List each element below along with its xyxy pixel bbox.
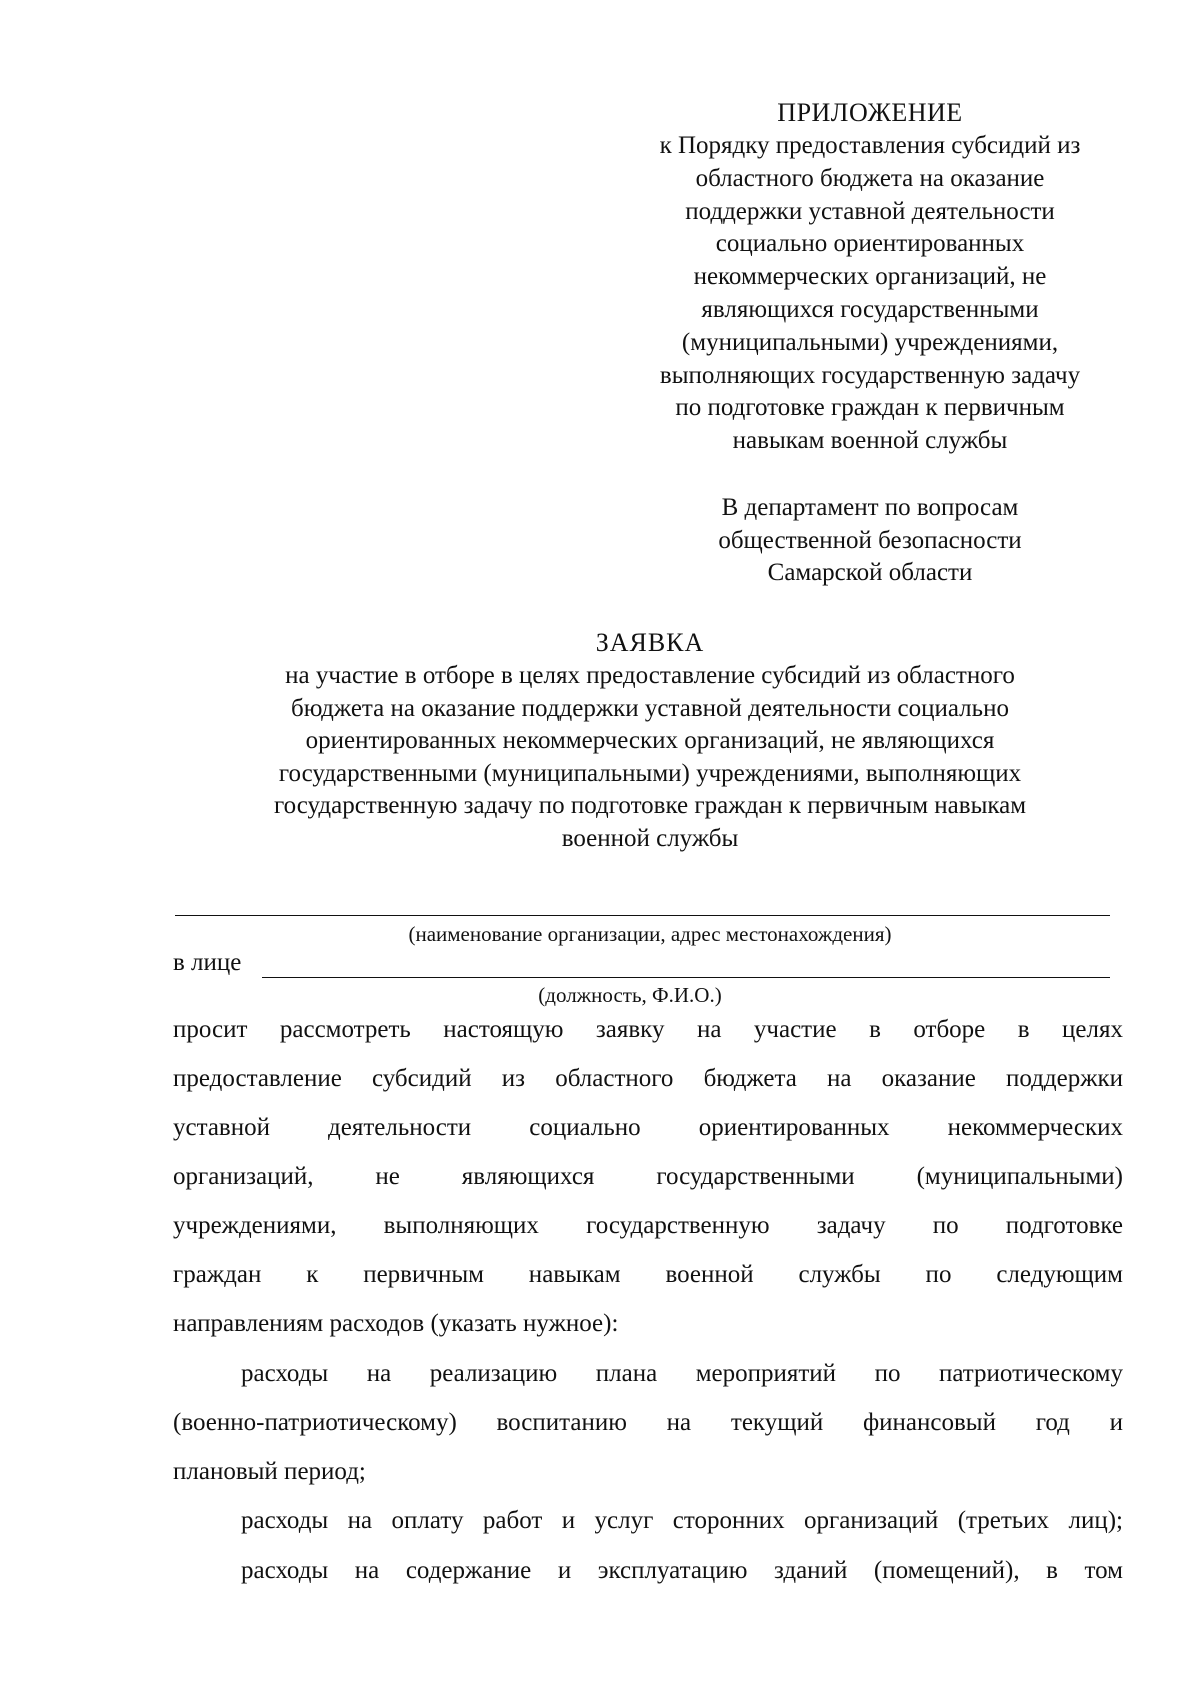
addressee-block xyxy=(640,492,1100,590)
application-line: ориентированных некоммерческих организаций, не являющихся xyxy=(305,727,995,754)
application-line: на участие в отборе в целях предоставление субсидий из областного xyxy=(285,662,1015,689)
appendix-line: являющихся государственными xyxy=(701,295,1039,323)
appendix-title: ПРИЛОЖЕНИЕ xyxy=(777,98,963,127)
appendix-line: (муниципальными) учреждениями, xyxy=(681,328,1059,356)
addressee-line: общественной безопасности xyxy=(718,526,1022,554)
appendix-line: выполняющих государственную задачу xyxy=(659,361,1081,389)
expense-item-1 xyxy=(173,1349,1123,1496)
organization-name-line[interactable] xyxy=(175,915,1110,916)
body-line: учреждениями, выполняющих государственную задачу по подготовке xyxy=(173,1212,1123,1239)
appendix-line: социально ориентированных xyxy=(715,230,1025,258)
body-line: уставной деятельности социально ориентированных некоммерческих xyxy=(173,1114,1123,1141)
application-line: государственную задачу по подготовке граждан к первичным навыкам xyxy=(273,792,1027,819)
position-caption: (должность, Ф.И.О.) xyxy=(538,983,722,1007)
appendix-line: поддержки уставной деятельности xyxy=(685,197,1055,225)
appendix-line: к Порядку предоставления субсидий из xyxy=(659,132,1081,159)
appendix-line: по подготовке граждан к первичным xyxy=(675,394,1065,422)
body-line: направлениям расходов (указать нужное): xyxy=(173,1310,619,1337)
expense-item-3 xyxy=(173,1546,1123,1595)
organization-caption: (наименование организации, адрес местонахождения) xyxy=(408,922,892,946)
position-name-line[interactable] xyxy=(262,977,1110,978)
appendix-block xyxy=(620,96,1120,458)
application-heading xyxy=(170,626,1130,855)
body-line: расходы на реализацию плана мероприятий по патриотическому xyxy=(241,1360,1123,1387)
application-line: государственными (муниципальными) учреждениями, выполняющих xyxy=(278,759,1022,787)
appendix-line: навыкам военной службы xyxy=(732,427,1008,455)
body-line: расходы на содержание и эксплуатацию зданий (помещений), в том xyxy=(241,1557,1123,1584)
represented-by-label: в лице xyxy=(173,949,242,976)
application-title: ЗАЯВКА xyxy=(595,628,705,657)
body-line: граждан к первичным навыкам военной службы по следующим xyxy=(173,1261,1123,1288)
addressee-line: Самарской области xyxy=(767,559,973,586)
request-paragraph xyxy=(173,1005,1123,1348)
body-line: просит рассмотреть настоящую заявку на участие в отборе в целях xyxy=(173,1016,1123,1043)
body-line: расходы на оплату работ и услуг сторонних организаций (третьих лиц); xyxy=(241,1507,1123,1534)
body-line: плановый период; xyxy=(173,1458,366,1485)
body-line: предоставление субсидий из областного бюджета на оказание поддержки xyxy=(173,1065,1123,1092)
addressee-line: В департамент по вопросам xyxy=(721,494,1019,521)
application-line: военной службы xyxy=(561,824,739,852)
appendix-line: некоммерческих организаций, не xyxy=(693,263,1047,291)
body-line: организаций, не являющихся государственными (муниципальными) xyxy=(173,1163,1123,1190)
expense-item-2 xyxy=(173,1496,1123,1545)
application-line: бюджета на оказание поддержки уставной деятельности социально xyxy=(291,694,1009,722)
body-line: (военно-патриотическому) воспитанию на текущий финансовый год и xyxy=(173,1409,1123,1436)
appendix-line: областного бюджета на оказание xyxy=(695,164,1045,192)
